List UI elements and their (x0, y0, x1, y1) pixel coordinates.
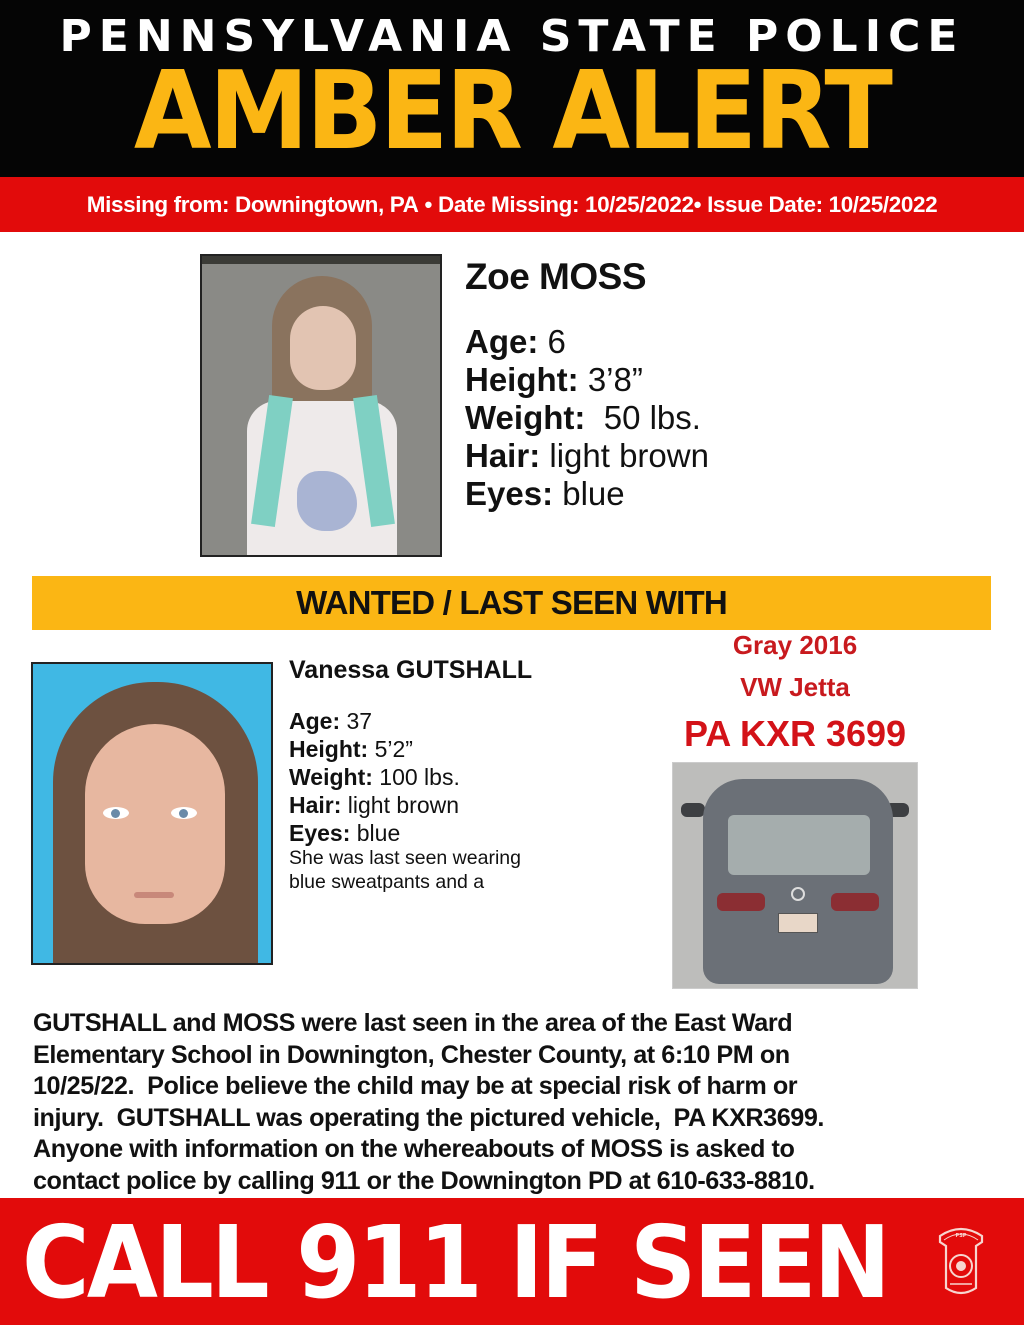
alert-title: AMBER ALERT (133, 49, 891, 174)
value: 3’8” (587, 361, 643, 398)
value: 6 (547, 323, 566, 360)
child-photo-face (290, 306, 356, 390)
agency-name: PENNSYLVANIA STATE POLICE (59, 11, 965, 62)
label: Eyes: (465, 475, 554, 512)
child-weight (465, 399, 709, 437)
narrative (33, 1008, 983, 1197)
vehicle-make-model: VW Jetta (740, 672, 850, 702)
suspect-photo-eye (103, 807, 129, 819)
child-height (465, 361, 709, 399)
vehicle-body (703, 779, 893, 984)
child-photo (200, 254, 442, 557)
suspect-eyes (289, 819, 460, 847)
note-line: blue sweatpants and a (289, 871, 485, 893)
value: 100 lbs. (379, 764, 460, 790)
vw-logo-icon (791, 887, 805, 901)
vehicle-plate: PA KXR 3699 (683, 713, 907, 754)
child-name: Zoe MOSS (465, 256, 647, 297)
separator: • (693, 191, 702, 217)
suspect-weight (289, 763, 460, 791)
call-to-action: CALL 911 IF SEEN (22, 1204, 888, 1321)
missing-info-bar (0, 177, 1024, 232)
vehicle-mirror (681, 803, 705, 817)
issue-date-value: 10/25/2022 (828, 191, 938, 217)
label: Hair: (465, 437, 541, 474)
vehicle-rear-window (728, 815, 870, 875)
value: light brown (347, 792, 460, 818)
child-hair (465, 437, 709, 475)
suspect-photo-eye (171, 807, 197, 819)
missing-from-label: Missing from: (86, 191, 230, 217)
missing-from-value: Downingtown, PA (234, 191, 419, 217)
narrative-line: injury. GUTSHALL was operating the pictured vehicle, PA KXR3699. (33, 1103, 824, 1132)
label: Height: (289, 736, 369, 762)
value: 37 (346, 708, 373, 734)
separator: • (424, 191, 433, 217)
header (0, 0, 1024, 177)
suspect-age (289, 707, 460, 735)
vehicle-color-year: Gray 2016 (732, 630, 858, 660)
child-details (465, 323, 709, 513)
label: Eyes: (289, 820, 351, 846)
value: light brown (549, 437, 709, 474)
vehicle-license-plate (778, 913, 818, 933)
suspect-hair (289, 791, 460, 819)
vehicle-tail-light (717, 893, 765, 911)
vehicle-photo (672, 762, 918, 989)
svg-text:PSP: PSP (955, 1233, 967, 1239)
pa-state-police-badge-icon (934, 1222, 988, 1300)
wanted-banner: WANTED / LAST SEEN WITH (32, 576, 991, 630)
value: blue (562, 475, 625, 512)
label: Weight: (465, 399, 586, 436)
value: blue (356, 820, 401, 846)
suspect-height (289, 735, 460, 763)
vehicle-tail-light (831, 893, 879, 911)
value: 5’2” (374, 736, 413, 762)
suspect-name: Vanessa GUTSHALL (289, 656, 533, 684)
child-age (465, 323, 709, 361)
narrative-line: 10/25/22. Police believe the child may be at special risk of harm or (33, 1072, 798, 1100)
child-eyes (465, 475, 709, 513)
value: 50 lbs. (594, 399, 701, 436)
suspect-photo-mouth (134, 892, 174, 898)
label: Weight: (289, 764, 373, 790)
label: Age: (289, 708, 341, 734)
date-missing-label: Date Missing: (438, 191, 580, 217)
issue-date-label: Issue Date: (707, 191, 823, 217)
suspect-clothing-note (289, 846, 569, 894)
narrative-line: contact police by calling 911 or the Downington PD at 610-633-8810. (33, 1166, 815, 1195)
label: Height: (465, 361, 579, 398)
note-line: She was last seen wearing (289, 847, 521, 869)
narrative-line: Elementary School in Downington, Chester County, at 6:10 PM on (33, 1040, 790, 1069)
label: Hair: (289, 792, 342, 818)
narrative-line: GUTSHALL and MOSS were last seen in the area of the East Ward (33, 1009, 793, 1037)
narrative-line: Anyone with information on the whereabouts of MOSS is asked to (33, 1135, 795, 1163)
suspect-details (289, 707, 460, 847)
date-missing-value: 10/25/2022 (584, 191, 694, 217)
label: Age: (465, 323, 539, 360)
suspect-photo (31, 662, 273, 965)
